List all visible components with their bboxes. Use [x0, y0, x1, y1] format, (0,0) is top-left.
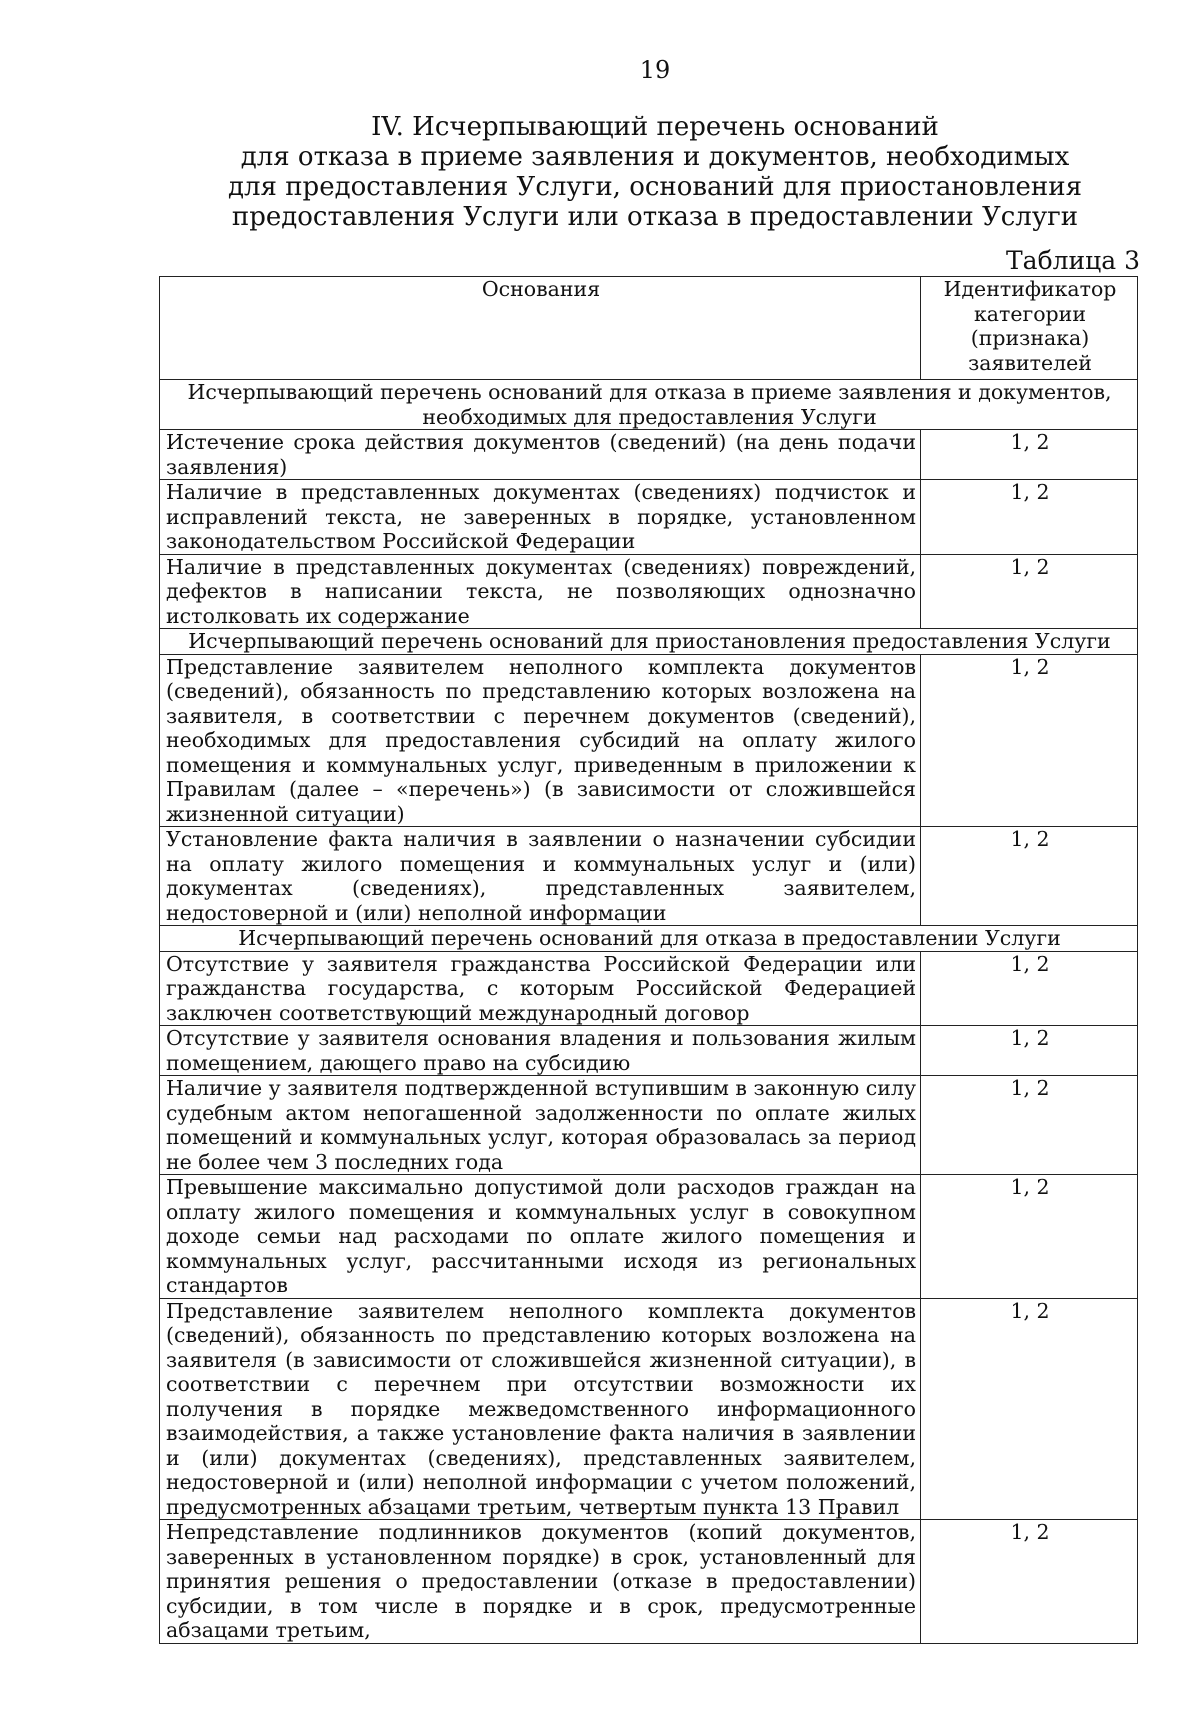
table-row: [160, 1520, 1138, 1644]
table-row: [160, 827, 1138, 926]
ground-text: Представление заявителем неполного комплекта документов (сведений), обязанность по представлению которых возложена на заявителя (в зависимости от сложившейся жизненной ситуации), в соответствии с перечнем при отсутствии возможности их получения в порядке межведомственного информационного взаимодействия, а также установление факта наличия в заявлении и (или) документах (сведениях), представленных заявителем, недостоверной и (или) неполной информации с учетом положений, предусмотренных абзацами третьим, четвертым пункта 13 Правил: [160, 1298, 921, 1520]
ground-text: Наличие в представленных документах (сведениях) повреждений, дефектов в написании текста, не позволяющих однозначно истолковать их содержание: [160, 554, 921, 629]
heading-line: для отказа в приеме заявления и документов, необходимых: [240, 142, 1070, 172]
section-row: [160, 380, 1138, 430]
ground-text: Отсутствие у заявителя гражданства Российской Федерации или гражданства государства, с которым Российской Федерацией заключен соответствующий международный договор: [160, 951, 921, 1026]
page-number: 19: [639, 56, 671, 84]
ground-text: Установление факта наличия в заявлении о назначении субсидии на оплату жилого помещения и коммунальных услуг и (или) документах (сведениях), представленных заявителем, недостоверной и (или) неполной информации: [160, 827, 921, 926]
applicant-category-id: 1, 2: [921, 951, 1138, 1026]
column-header-identifier: Идентификатор категории (признака) заявителей: [921, 277, 1138, 380]
applicant-category-id: 1, 2: [921, 480, 1138, 555]
ground-text: Наличие в представленных документах (сведениях) подчисток и исправлений текста, не заверенных в порядке, установленном законодательством Российской Федерации: [160, 480, 921, 555]
table-row: [160, 430, 1138, 480]
heading-line: IV. Исчерпывающий перечень оснований: [371, 112, 939, 142]
section-title: Исчерпывающий перечень оснований для приостановления предоставления Услуги: [160, 629, 1138, 655]
ground-text: Представление заявителем неполного комплекта документов (сведений), обязанность по представлению которых возложена на заявителя, в соответствии с перечнем документов (сведений), необходимых для предоставления субсидий на оплату жилого помещения и коммунальных услуг, приведенным в приложении к Правилам (далее – «перечень») (в зависимости от сложившейся жизненной ситуации): [160, 654, 921, 827]
heading-line: для предоставления Услуги, оснований для приостановления: [228, 172, 1082, 202]
applicant-category-id: 1, 2: [921, 827, 1138, 926]
table-row: [160, 1026, 1138, 1076]
section-row: [160, 629, 1138, 655]
table-row: [160, 480, 1138, 555]
grounds-table-body: [160, 277, 1138, 1644]
table-row: [160, 654, 1138, 827]
table-row: [160, 951, 1138, 1026]
applicant-category-id: 1, 2: [921, 1298, 1138, 1520]
section-heading: [0, 112, 1200, 232]
applicant-category-id: 1, 2: [921, 554, 1138, 629]
table-row: [160, 1175, 1138, 1299]
ground-text: Превышение максимально допустимой доли расходов граждан на оплату жилого помещения и коммунальных услуг в совокупном доходе семьи над расходами по оплате жилого помещения и коммунальных услуг, рассчитанными исходя из региональных стандартов: [160, 1175, 921, 1299]
heading-line: предоставления Услуги или отказа в предоставлении Услуги: [231, 202, 1079, 232]
table-row: [160, 554, 1138, 629]
applicant-category-id: 1, 2: [921, 430, 1138, 480]
grounds-table: [159, 276, 1138, 1644]
applicant-category-id: 1, 2: [921, 654, 1138, 827]
ground-text: Истечение срока действия документов (сведений) (на день подачи заявления): [160, 430, 921, 480]
applicant-category-id: 1, 2: [921, 1520, 1138, 1644]
section-title: Исчерпывающий перечень оснований для отказа в предоставлении Услуги: [160, 926, 1138, 952]
table-caption: Таблица 3: [1006, 246, 1141, 275]
table-row: [160, 1298, 1138, 1520]
header-row: [160, 277, 1138, 380]
applicant-category-id: 1, 2: [921, 1175, 1138, 1299]
ground-text: Отсутствие у заявителя основания владения и пользования жилым помещением, дающего право на субсидию: [160, 1026, 921, 1076]
applicant-category-id: 1, 2: [921, 1026, 1138, 1076]
section-title: Исчерпывающий перечень оснований для отказа в приеме заявления и документов, необходимых для предоставления Услуги: [160, 380, 1138, 430]
table-row: [160, 1076, 1138, 1175]
section-row: [160, 926, 1138, 952]
column-header-grounds: Основания: [160, 277, 921, 380]
applicant-category-id: 1, 2: [921, 1076, 1138, 1175]
ground-text: Непредставление подлинников документов (копий документов, заверенных в установленном порядке) в срок, установленный для принятия решения о предоставлении (отказе в предоставлении) субсидии, в том числе в порядке и в срок, предусмотренные абзацами третьим,: [160, 1520, 921, 1644]
ground-text: Наличие у заявителя подтвержденной вступившим в законную силу судебным актом непогашенной задолженности по оплате жилых помещений и коммунальных услуг, которая образовалась за период не более чем 3 последних года: [160, 1076, 921, 1175]
